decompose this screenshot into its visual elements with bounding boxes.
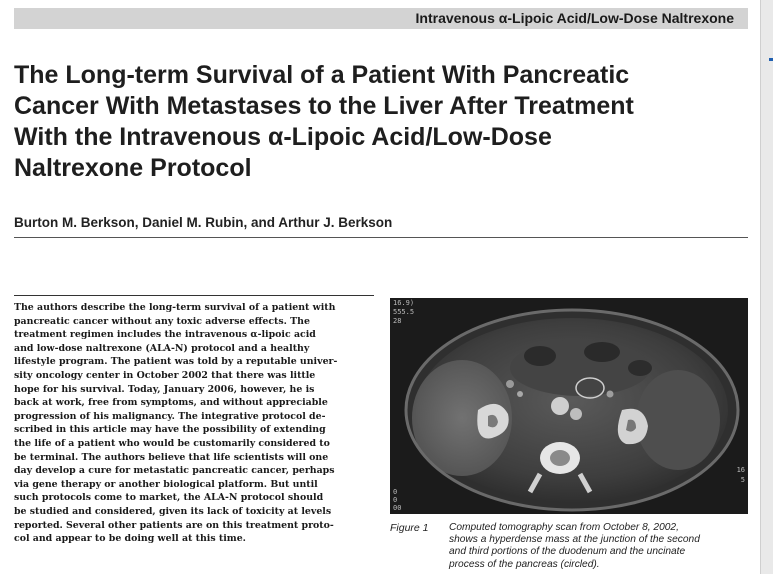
abstract-line: lifestyle program. The patient was told by a reputable univer-: [14, 356, 338, 368]
abstract-line: treatment regimen includes the intravenous α-lipoic acid: [14, 329, 316, 341]
header-divider: [14, 237, 748, 238]
abstract-divider: [14, 295, 374, 296]
title-line: Naltrexone Protocol: [14, 154, 252, 182]
scan-overlay-text: 16.9): [393, 299, 415, 307]
abstract-line: day develop a cure for metastatic pancreatic cancer, perhaps: [14, 465, 335, 477]
title-line: With the Intravenous α-Lipoic Acid/Low-Dose: [14, 123, 552, 151]
abstract-line: hope for his survival. Today, January 2006, however, he is: [14, 383, 315, 395]
caption-line: and third portions of the duodenum and the uncinate: [449, 546, 686, 558]
author-list: Burton M. Berkson, Daniel M. Rubin, and Arthur J. Berkson: [14, 215, 393, 230]
abstract-line: progression of his malignancy. The integrative protocol de-: [14, 410, 326, 422]
abstract-line: via gene therapy or another biological platform. But until: [14, 478, 318, 490]
scan-overlay-text: 0: [393, 496, 398, 504]
caption-line: shows a hyperdense mass at the junction of the second: [449, 534, 700, 546]
scroll-position-marker: [769, 58, 773, 61]
abstract: [14, 301, 376, 546]
abstract-line: be terminal. The authors believe that life scientists will one: [14, 451, 329, 463]
abstract-line: such protocols come to market, the ALA-N protocol should: [14, 492, 324, 504]
abstract-line: scribed in this article may have the possibility of extending: [14, 424, 326, 436]
scan-overlay-text: 0: [393, 488, 398, 496]
ct-scan-image: [390, 298, 748, 514]
abstract-line: back at work, free from symptoms, and without appreciable: [14, 397, 328, 409]
abstract-line: be studied and considered, given its lack of toxicity at levels: [14, 505, 332, 517]
running-title: Intravenous α-Lipoic Acid/Low-Dose Naltrexone: [415, 10, 734, 26]
scan-overlay-text: 28: [393, 317, 402, 325]
caption-line: process of the pancreas (circled).: [449, 558, 600, 570]
scan-overlay-text: 5: [740, 476, 745, 484]
viewer-scrollbar[interactable]: [760, 0, 773, 574]
abstract-line: sity oncology center in October 2002 that there was little: [14, 369, 316, 381]
abstract-line: The authors describe the long-term survival of a patient with: [14, 302, 336, 313]
article-title: [14, 60, 754, 184]
caption-line: Computed tomography scan from October 8, 2002,: [449, 522, 679, 533]
abstract-line: and low-dose naltrexone (ALA-N) protocol and a healthy: [14, 342, 310, 354]
scan-overlay-text: 555.5: [393, 308, 415, 316]
title-line: Cancer With Metastases to the Liver After Treatment: [14, 92, 634, 120]
running-header: [14, 8, 748, 29]
figure-caption: [449, 522, 754, 571]
scan-overlay-text: 16: [736, 466, 745, 474]
title-line: The Long-term Survival of a Patient With Pancreatic: [14, 61, 630, 89]
scan-overlay-text: 00: [393, 504, 402, 512]
abstract-line: col and appear to be doing well at this time.: [14, 533, 246, 545]
ct-scan-drawing: [390, 298, 748, 514]
abstract-line: reported. Several other patients are on this treatment proto-: [14, 519, 334, 531]
figure-label: Figure 1: [390, 522, 429, 534]
abstract-line: pancreatic cancer without any toxic adverse effects. The: [14, 315, 310, 327]
abstract-line: the life of a patient who would be customarily considered to: [14, 437, 330, 449]
